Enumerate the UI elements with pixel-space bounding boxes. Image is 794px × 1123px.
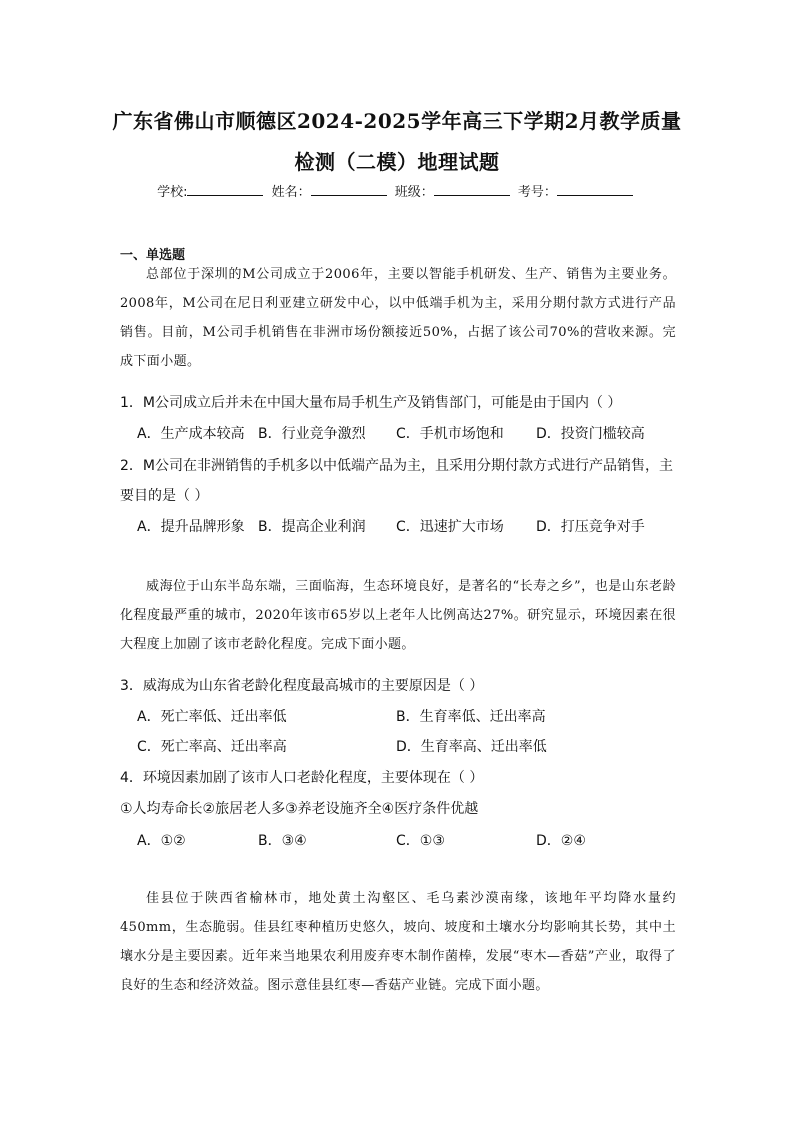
q1-option-b: B．行业竞争激烈 xyxy=(258,426,366,442)
exam-title-line1: 广东省佛山市顺德区2024-2025学年高三下学期2月教学质量 xyxy=(112,109,682,133)
question-3-options-row2 xyxy=(0,736,794,760)
class-blank xyxy=(434,183,510,196)
q2-option-d: D．打压竞争对手 xyxy=(536,519,645,535)
q1-option-d: D．投资门槛较高 xyxy=(536,426,645,442)
q2-option-c: C．迅速扩大市场 xyxy=(396,519,504,535)
name-label: 姓名： xyxy=(271,185,311,200)
exam-number-blank xyxy=(557,183,633,196)
school-label: 学校: xyxy=(157,185,188,200)
q3-option-d: D．生育率高、迁出率低 xyxy=(396,739,547,755)
q4-option-b: B．③④ xyxy=(258,833,307,849)
passage-weihai: 威海位于山东半岛东端，三面临海，生态环境良好，是著名的“长寿之乡”，也是山东老龄化程度最严重的城市，2020年该市65岁以上老年人比例高达27%。研究显示，环境因素在很大程度上加剧了该市老龄化程度。完成下面小题。 xyxy=(120,579,676,652)
question-3-stem: 3．威海成为山东省老龄化程度最高城市的主要原因是（ ） xyxy=(120,678,484,694)
q3-option-a: A．死亡率低、迁出率低 xyxy=(137,709,287,725)
student-info-line xyxy=(0,181,794,200)
class-label: 班级： xyxy=(394,185,434,200)
q1-option-a: A．生产成本较高 xyxy=(137,426,245,442)
q4-option-a: A．①② xyxy=(137,833,186,849)
q3-option-c: C．死亡率高、迁出率高 xyxy=(137,739,287,755)
q3-option-b: B．生育率低、迁出率高 xyxy=(396,709,546,725)
question-3-options-row1 xyxy=(0,706,794,730)
q2-option-b: B．提高企业利润 xyxy=(258,519,366,535)
name-blank xyxy=(311,183,387,196)
exam-title-line2: 检测（二模）地理试题 xyxy=(294,150,500,174)
question-1-stem: 1．M公司成立后并未在中国大量布局手机生产及销售部门，可能是由于国内（ ） xyxy=(120,395,622,411)
question-4-stem: 4．环境因素加剧了该市人口老龄化程度，主要体现在（ ） xyxy=(120,770,484,786)
question-2-stem: 2．M公司在非洲销售的手机多以中低端产品为主，且采用分期付款方式进行产品销售，主要目的是（ ） xyxy=(120,458,673,504)
section-heading: 一、单选题 xyxy=(120,248,186,263)
q4-option-c: C．①③ xyxy=(396,833,445,849)
passage-jiaxian: 佳县位于陕西省榆林市，地处黄土沟壑区、毛乌素沙漠南缘，该地年平均降水量约450mm，生态脆弱。佳县红枣种植历史悠久，坡向、坡度和土壤水分均影响其长势，其中土壤水分是主要因素。近年来当地果农利用废弃枣木制作菌棒，发展“枣木—香菇”产业，取得了良好的生态和经济效益。图示意佳县红枣—香菇产业链。完成下面小题。 xyxy=(120,891,676,993)
school-blank xyxy=(187,183,263,196)
q2-option-a: A．提升品牌形象 xyxy=(137,519,245,535)
q1-option-c: C．手机市场饱和 xyxy=(396,426,504,442)
question-1-options xyxy=(0,423,794,447)
question-4-options xyxy=(0,830,794,854)
question-4-items: ①人均寿命长②旅居老人多③养老设施齐全④医疗条件优越 xyxy=(120,801,479,817)
exam-number-label: 考号： xyxy=(517,185,557,200)
q4-option-d: D．②④ xyxy=(536,833,586,849)
passage-m-company: 总部位于深圳的M公司成立于2006年，主要以智能手机研发、生产、销售为主要业务。2008年，M公司在尼日利亚建立研发中心，以中低端手机为主，采用分期付款方式进行产品销售。目前，M公司手机销售在非洲市场份额接近50%，占据了该公司70%的营收来源。完成下面小题。 xyxy=(120,267,676,369)
question-2-options xyxy=(0,516,794,540)
